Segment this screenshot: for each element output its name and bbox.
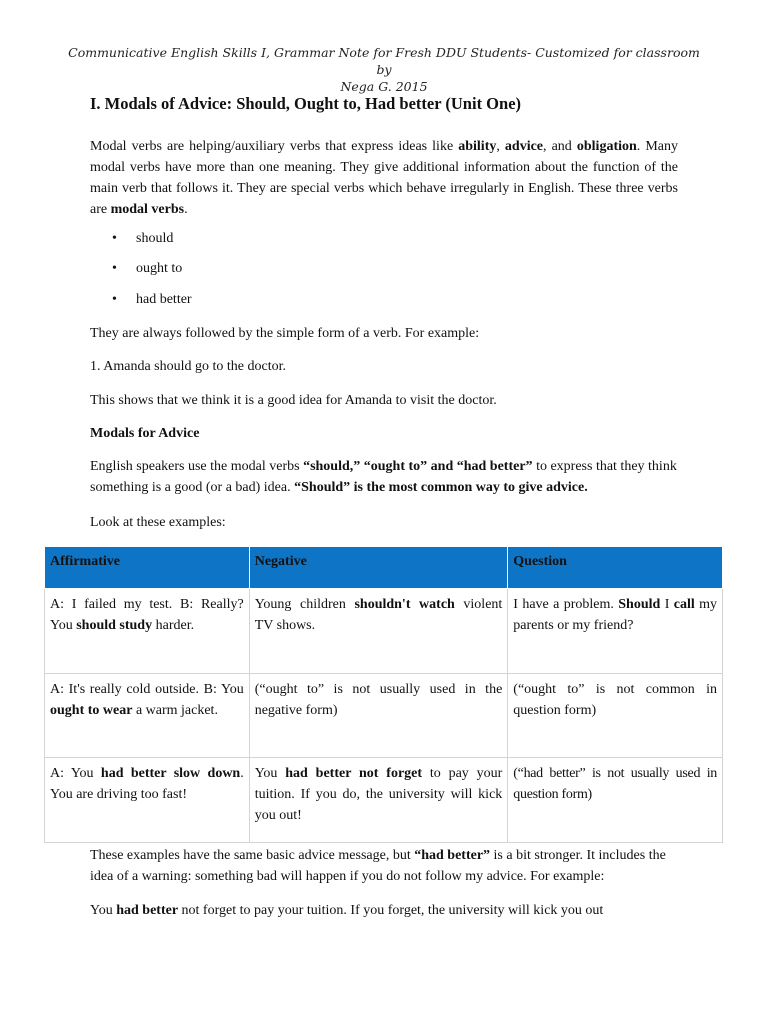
table-header-row [45, 547, 723, 589]
cell-negative: You had better not forget to pay your tuition. If you do, the university will kick you out! [249, 758, 508, 843]
header-line-2: Nega G. 2015 [340, 79, 428, 94]
cell-affirmative: A: I failed my test. B: Really? You should study harder. [45, 589, 250, 674]
simple-form-text: They are always followed by the simple form of a verb. For example: [90, 326, 480, 341]
list-item: • should [112, 231, 174, 246]
cell-question: (“had better” is not usually used in question form) [508, 758, 723, 843]
example-explanation: This shows that we think it is a good idea for Amanda to visit the doctor. [90, 393, 497, 408]
table-row [45, 589, 723, 674]
subheading-modals-for-advice: Modals for Advice [90, 426, 200, 441]
table-row [45, 674, 723, 758]
term-advice: advice [504, 139, 544, 154]
bullet-icon: • [112, 231, 117, 246]
final-example: You had better not forget to pay your tuition. If you forget, the university will kick you out [90, 903, 604, 918]
bullet-icon: • [112, 261, 117, 276]
term-obligation: obligation [576, 139, 637, 154]
list-item: • had better [112, 292, 192, 307]
cell-affirmative: A: It's really cold outside. B: You ought to wear a warm jacket. [45, 674, 250, 758]
intro-paragraph: Modal verbs are helping/auxiliary verbs that express ideas like ability, advice, and obligation. Many modal verbs have more than one meaning. They give additional information about the function of the main verb that follows it. They are special verbs which behave irregularly in English. These three verbs are modal verbs. [90, 139, 679, 217]
table-row [45, 758, 723, 843]
header-question: Question [508, 547, 723, 589]
look-text: Look at these examples: [90, 515, 226, 530]
header-affirmative: Affirmative [45, 547, 250, 589]
list-item: • ought to [112, 261, 183, 276]
term-modal-verbs: modal verbs [110, 202, 185, 217]
cell-question: I have a problem. Should I call my parents or my friend? [508, 589, 723, 674]
cell-negative: Young children shouldn't watch violent TV shows. [249, 589, 508, 674]
examples-table [44, 546, 723, 843]
header-line-1: Communicative English Skills I, Grammar Note for Fresh DDU Students- Customized for classroom by [68, 45, 700, 77]
term-ability: ability [458, 139, 497, 154]
cell-question: (“ought to” is not common in question form) [508, 674, 723, 758]
cell-negative: (“ought to” is not usually used in the negative form) [249, 674, 508, 758]
header-negative: Negative [249, 547, 508, 589]
bullet-icon: • [112, 292, 117, 307]
cell-affirmative: A: You had better slow down. You are driving too fast! [45, 758, 250, 843]
section-title: I. Modals of Advice: Should, Ought to, Had better (Unit One) [90, 94, 522, 113]
speakers-paragraph: English speakers use the modal verbs “should,” “ought to” and “had better” to express that they think something is a good (or a bad) idea. “Should” is the most common way to give advice. [90, 459, 677, 495]
comparison-paragraph: These examples have the same basic advice message, but “had better” is a bit stronger. It includes the idea of a warning: something bad will happen if you do not follow my advice. For example: [90, 848, 666, 884]
document-header [60, 44, 708, 95]
example-1: 1. Amanda should go to the doctor. [90, 359, 286, 374]
